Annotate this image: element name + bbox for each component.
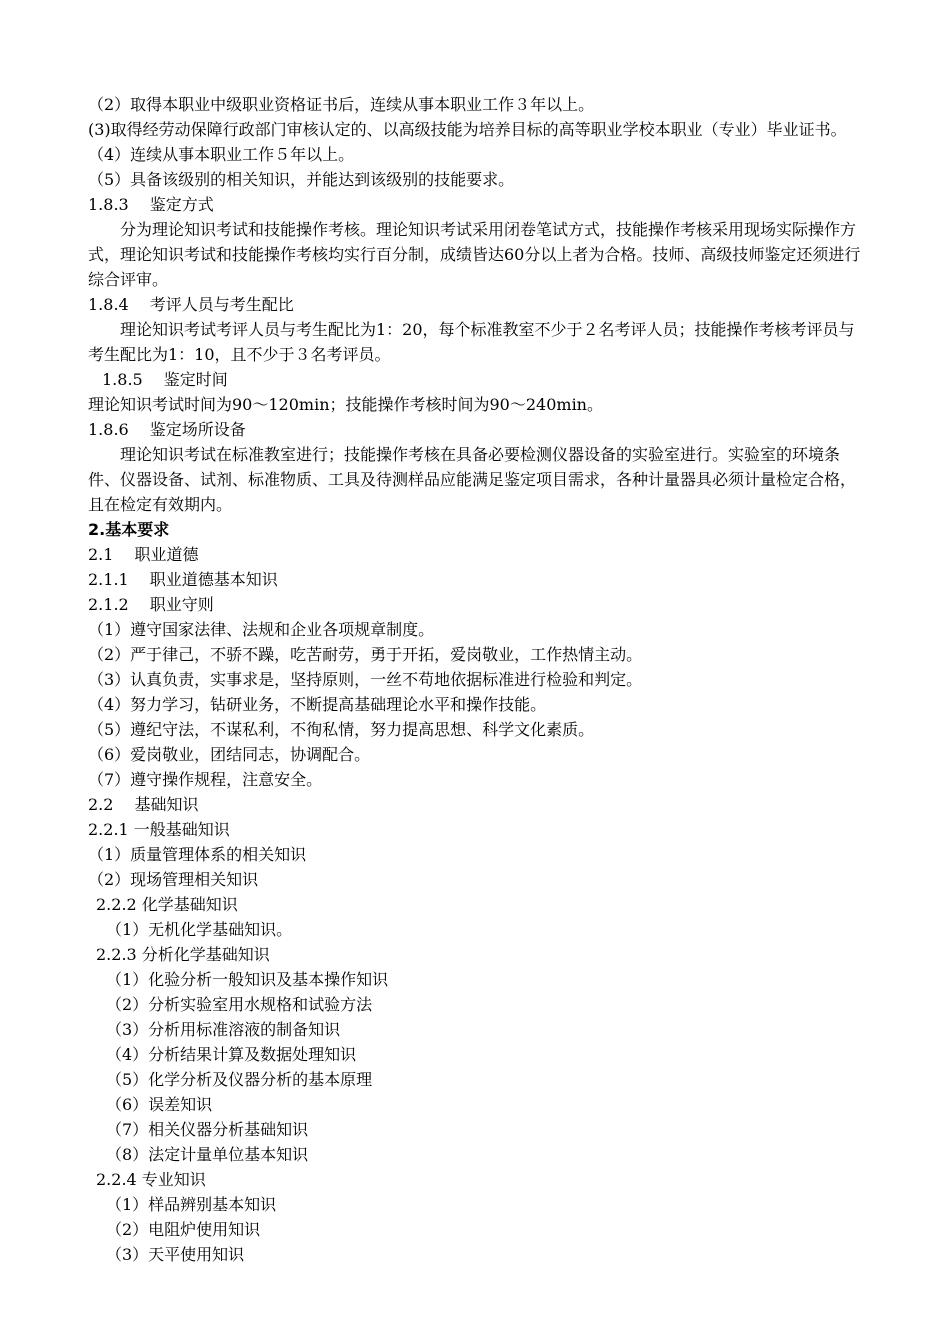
- text-line: （5）化学分析及仪器分析的基本原理: [106, 1070, 373, 1089]
- text-line: （1）化验分析一般知识及基本操作知识: [106, 970, 389, 989]
- text-line: 理论知识考试时间为90～120min；技能操作考核时间为90～240min。: [88, 395, 603, 414]
- text-line: 2.1.1 职业道德基本知识: [88, 570, 278, 589]
- text-line: （5）具备该级别的相关知识，并能达到该级别的技能要求。: [88, 170, 515, 189]
- text-line: 2.2.3 分析化学基础知识: [96, 945, 270, 964]
- text-line: （1）质量管理体系的相关知识: [88, 845, 307, 864]
- text-line: 2.2 基础知识: [88, 795, 199, 814]
- text-line: （7）相关仪器分析基础知识: [106, 1120, 309, 1139]
- text-line: （4）连续从事本职业工作５年以上。: [88, 145, 355, 164]
- text-line: 1.8.6 鉴定场所设备: [88, 420, 246, 439]
- text-line: (3)取得经劳动保障行政部门审核认定的、以高级技能为培养目标的高等职业学校本职业（专业）毕业证书。: [88, 120, 847, 139]
- text-line: （2）分析实验室用水规格和试验方法: [106, 995, 373, 1014]
- text-line: （2）电阻炉使用知识: [106, 1220, 261, 1239]
- text-line: （6）误差知识: [106, 1095, 213, 1114]
- text-line: （2）现场管理相关知识: [88, 870, 259, 889]
- text-line: （4）分析结果计算及数据处理知识: [106, 1045, 357, 1064]
- document-body: [88, 92, 863, 1267]
- section-heading: 2.基本要求: [88, 520, 170, 539]
- text-line: （6）爱岗敬业，团结同志，协调配合。: [88, 745, 371, 764]
- text-line: 分为理论知识考试和技能操作考核。理论知识考试采用闭卷笔试方式，技能操作考核采用现场实际操作方式，理论知识考试和技能操作考核均实行百分制，成绩皆达60分以上者为合格。技师、高级技师鉴定还须进行综合评审。: [88, 220, 861, 289]
- text-line: 2.2.2 化学基础知识: [96, 895, 238, 914]
- text-line: （1）无机化学基础知识。: [106, 920, 293, 939]
- text-line: 2.1 职业道德: [88, 545, 199, 564]
- text-line: （8）法定计量单位基本知识: [106, 1145, 309, 1164]
- text-line: （3）认真负责，实事求是，坚持原则，一丝不苟地依据标准进行检验和判定。: [88, 670, 643, 689]
- text-line: （2）取得本职业中级职业资格证书后，连续从事本职业工作３年以上。: [88, 95, 595, 114]
- text-line: 1.8.3 鉴定方式: [88, 195, 214, 214]
- text-line: （7）遵守操作规程，注意安全。: [88, 770, 323, 789]
- text-line: 1.8.5 鉴定时间: [102, 370, 228, 389]
- text-line: 理论知识考试考评人员与考生配比为1：20，每个标准教室不少于２名考评人员；技能操作考核考评员与考生配比为1：10，且不少于３名考评员。: [88, 320, 855, 364]
- text-line: （4）努力学习，钻研业务，不断提高基础理论水平和操作技能。: [88, 695, 547, 714]
- text-line: （5）遵纪守法，不谋私利，不徇私情，努力提高思想、科学文化素质。: [88, 720, 595, 739]
- text-line: 1.8.4 考评人员与考生配比: [88, 295, 294, 314]
- text-line: 2.1.2 职业守则: [88, 595, 214, 614]
- text-line: （2）严于律己，不骄不躁，吃苦耐劳，勇于开拓，爱岗敬业，工作热情主动。: [88, 645, 643, 664]
- text-line: （3）分析用标准溶液的制备知识: [106, 1020, 341, 1039]
- text-line: 2.2.4 专业知识: [96, 1170, 206, 1189]
- text-line: （1）遵守国家法律、法规和企业各项规章制度。: [88, 620, 435, 639]
- text-line: （3）天平使用知识: [106, 1245, 245, 1264]
- text-line: 理论知识考试在标准教室进行；技能操作考核在具备必要检测仪器设备的实验室进行。实验室的环境条件、仪器设备、试剂、标准物质、工具及待测样品应能满足鉴定项目需求，各种计量器具必须计量检定合格，且在检定有效期内。: [88, 445, 857, 514]
- text-line: （1）样品辨别基本知识: [106, 1195, 277, 1214]
- text-line: 2.2.1 一般基础知识: [88, 820, 230, 839]
